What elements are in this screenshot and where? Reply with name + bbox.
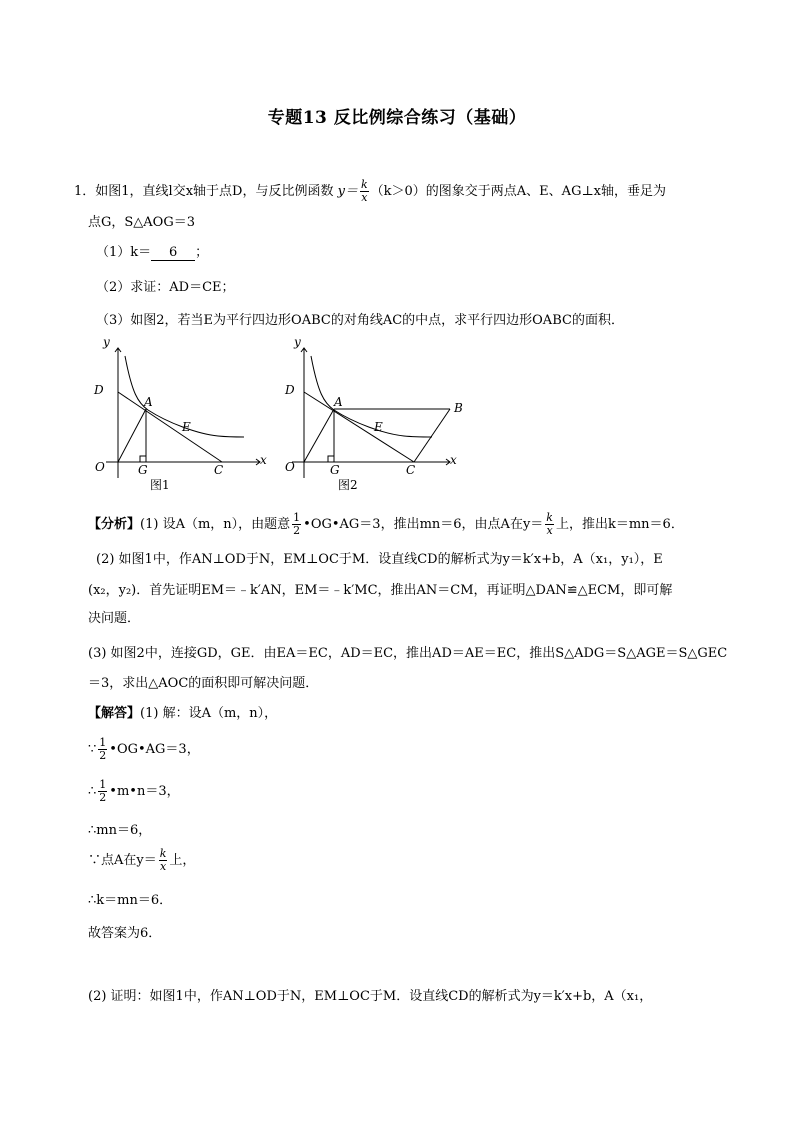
fig1-label-D: D xyxy=(94,383,104,397)
fraction-denominator: x xyxy=(159,860,167,873)
fig2-label-E: E xyxy=(374,420,383,434)
fig2-label-B: B xyxy=(454,401,463,415)
fig2-label-A: A xyxy=(334,395,343,409)
k-over-x-fraction xyxy=(360,179,369,204)
q1-k-condition: （k＞0） xyxy=(370,184,426,199)
fraction-numerator: 1 xyxy=(293,511,301,524)
solution-s1: (1) 解：设A（m，n）， xyxy=(140,706,278,721)
q1-part1-end: ； xyxy=(195,245,209,260)
fig2-label-C: C xyxy=(406,463,416,477)
analysis-a1-post: 上，推出k＝mn＝6． xyxy=(555,517,684,532)
fig2-label-O: O xyxy=(285,460,295,474)
fig2-label-x: x xyxy=(450,453,457,467)
line-l xyxy=(118,392,222,462)
solution-line7: 故答案为6． xyxy=(88,926,162,941)
fraction-denominator: x xyxy=(361,191,368,204)
analysis-a1-mid: •OG•AG＝3，推出mn＝6，由点A在y＝ xyxy=(303,517,544,532)
analysis-line5: (3) 如图2中，连接GD，GE．由EA＝EC，AD＝EC，推出AD＝AE＝EC，推出S△ADG＝S△AGE＝S△GEC xyxy=(88,646,728,661)
hyperbola-curve xyxy=(311,356,432,437)
fig1-caption: 图1 xyxy=(150,478,170,492)
fraction-denominator: 2 xyxy=(293,524,301,537)
page-title: 专题13 反比例综合练习（基础） xyxy=(267,108,527,128)
fig1-label-y: y xyxy=(103,338,110,349)
fig2-label-G: G xyxy=(330,463,340,477)
figure-2 xyxy=(282,338,472,498)
analysis-line3: (x₂，y₂)．首先证明EM＝﹣k′AN，EM＝﹣k′MC，推出AN＝CM，再证明△DAN≌△ECM，即可解 xyxy=(88,583,673,598)
solution-s5-pre: ∵点A在y＝ xyxy=(88,853,157,868)
solution-line2 xyxy=(88,736,200,764)
half-fraction xyxy=(98,737,107,762)
q1-stem-line1 xyxy=(74,179,666,204)
fig2-label-y: y xyxy=(294,338,301,349)
fig2-caption: 图2 xyxy=(338,478,358,492)
k-over-x-fraction xyxy=(159,848,168,873)
fig1-label-G: G xyxy=(138,463,148,477)
because-symbol: ∵ xyxy=(88,742,97,757)
fraction-numerator: 1 xyxy=(99,778,107,791)
right-angle-mark xyxy=(140,456,146,462)
right-angle-mark xyxy=(328,456,334,462)
q1-part1 xyxy=(96,244,208,262)
q1-stem-line2: 点G，S△AOG＝3 xyxy=(88,215,195,230)
q1-part1-answer: 6 xyxy=(151,246,195,261)
solution-line1 xyxy=(88,705,277,723)
q1-func-label: y＝ xyxy=(337,184,358,199)
analysis-line4: 决问题． xyxy=(88,611,141,626)
figure-1 xyxy=(88,338,278,498)
q1-part3: （3）如图2，若当E为平行四边形OABC的对角线AC的中点，求平行四边形OABC的面积． xyxy=(96,313,624,328)
fraction-numerator: 1 xyxy=(99,736,107,749)
fig2-label-D: D xyxy=(285,383,295,397)
q1-stem-text-a: 如图1，直线l交x轴于点D，与反比例函数 xyxy=(95,184,334,199)
fig1-label-O: O xyxy=(95,460,105,474)
solution-line6: ∴k＝mn＝6． xyxy=(88,893,173,908)
fig1-label-x: x xyxy=(260,453,267,467)
fraction-numerator: k xyxy=(360,178,368,191)
line-l xyxy=(304,392,414,462)
fraction-numerator: k xyxy=(159,847,167,860)
q1-part2: （2）求证：AD＝CE； xyxy=(96,280,235,295)
solution-line5 xyxy=(88,846,195,876)
q1-part1-prompt: （1）k＝ xyxy=(96,245,152,260)
fig1-label-C: C xyxy=(214,463,224,477)
segment-OA xyxy=(118,409,146,462)
q1-number: 1． xyxy=(74,184,96,199)
analysis-line1 xyxy=(88,512,684,538)
solution-s3-text: •m•n＝3， xyxy=(109,784,180,799)
solution-line3 xyxy=(88,778,180,806)
solution-tag: 【解答】 xyxy=(88,706,141,721)
fraction-numerator: k xyxy=(546,511,553,524)
solution-line8: (2) 证明：如图1中，作AN⊥OD于N，EM⊥OC于M．设直线CD的解析式为y＝k′x+b，A（x₁， xyxy=(88,989,653,1004)
analysis-a1-pre: (1) 设A（m，n），由题意 xyxy=(140,517,291,532)
fraction-denominator: 2 xyxy=(99,749,107,762)
solution-s2-text: •OG•AG＝3， xyxy=(109,742,200,757)
fig1-label-A: A xyxy=(144,395,153,409)
fig1-label-E: E xyxy=(182,420,191,434)
solution-s5-post: 上， xyxy=(169,853,196,868)
segment-BC xyxy=(414,409,450,462)
fraction-denominator: x xyxy=(546,524,553,537)
analysis-tag: 【分析】 xyxy=(88,517,141,532)
k-over-x-fraction xyxy=(545,512,554,537)
therefore-symbol: ∴ xyxy=(88,784,97,799)
fraction-denominator: 2 xyxy=(99,791,107,804)
half-fraction xyxy=(98,779,107,804)
q1-stem-text-b: 的图象交于两点A、E、AG⊥x轴，垂足为 xyxy=(425,184,667,199)
segment-OA xyxy=(304,409,334,462)
analysis-line2: (2) 如图1中，作AN⊥OD于N，EM⊥OC于M．设直线CD的解析式为y＝k′x+b，A（x₁，y₁），E xyxy=(96,552,663,567)
half-fraction xyxy=(292,512,301,537)
solution-line4: ∴mn＝6， xyxy=(88,823,152,838)
analysis-line6: ＝3，求出△AOC的面积即可解决问题． xyxy=(88,676,319,691)
